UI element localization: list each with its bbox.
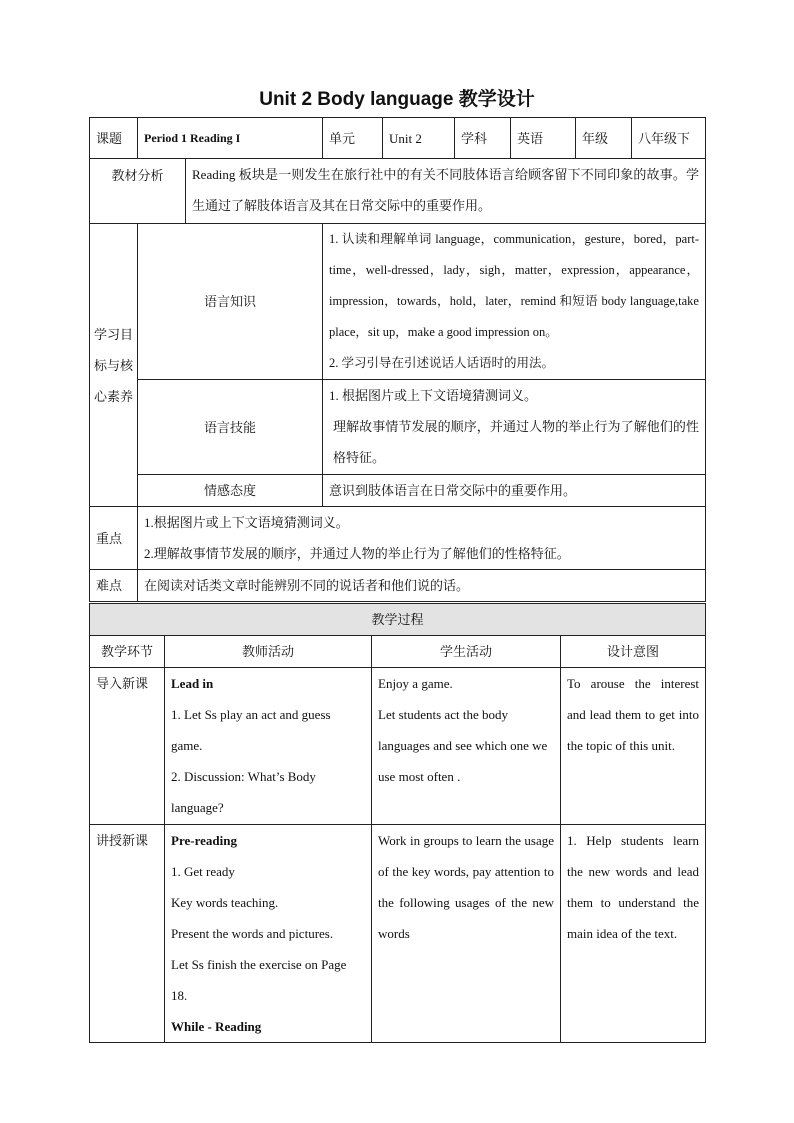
difficulty-label: 难点 — [90, 570, 138, 602]
knowledge-item-2: 2. 学习引导在引述说话人话语时的用法。 — [329, 356, 555, 370]
process-header: 教学过程 — [90, 604, 706, 636]
knowledge-item-1: 1. 认读和理解单词 language，communication，gesture，bored，part-time，well-dressed，lady，sigh，matter，expression，appearance，impression，towards，hold，later，remind 和短语 body language,take place，sit up，make a good impression on。 — [329, 232, 699, 339]
difficulty-row — [90, 570, 706, 602]
skills-content — [323, 380, 706, 475]
activity-step: 2. Discussion: What’s Body language? — [171, 769, 316, 815]
activity-step: 1. Let Ss play an act and guess game. — [171, 707, 331, 753]
teacher-activity-new-lesson — [165, 825, 372, 1043]
stage-new-lesson: 讲授新课 — [90, 825, 165, 1043]
process-columns-row — [90, 636, 706, 668]
key-points-label: 重点 — [90, 507, 138, 570]
col-student: 学生活动 — [372, 636, 561, 668]
skills-item-1: 1. 根据图片或上下文语境猜测词义。 — [329, 388, 538, 403]
student-activity-lead-in — [372, 668, 561, 825]
course-label: 课题 — [90, 118, 138, 159]
subject-value: 英语 — [511, 118, 576, 159]
difficulty-text: 在阅读对话类文章时能辨别不同的说话者和他们说的话。 — [138, 570, 706, 602]
subject-label: 学科 — [455, 118, 511, 159]
grade-label: 年级 — [576, 118, 632, 159]
course-value: Period 1 Reading I — [138, 118, 323, 159]
info-row — [90, 118, 706, 159]
attitude-label: 情感态度 — [138, 475, 323, 507]
key-point-2: 2.理解故事情节发展的顺序，并通过人物的举止行为了解他们的性格特征。 — [144, 546, 570, 561]
purpose-new-lesson: 1. Help students learn the new words and lead them to understand the main idea of the text. — [561, 825, 706, 1043]
col-teacher: 教师活动 — [165, 636, 372, 668]
analysis-label: 教材分析 — [90, 159, 186, 224]
activity-step: Let Ss finish the exercise on Page 18. — [171, 957, 347, 1003]
key-points-content — [138, 507, 706, 570]
knowledge-label: 语言知识 — [138, 224, 323, 380]
skills-label: 语言技能 — [138, 380, 323, 475]
teaching-process-table — [89, 603, 706, 1043]
process-row-lead-in — [90, 668, 706, 825]
activity-title: Pre-reading — [171, 833, 237, 848]
activity-title: While - Reading — [171, 1019, 262, 1034]
col-purpose: 设计意图 — [561, 636, 706, 668]
objectives-label: 学习目标与核心素养 — [90, 224, 138, 507]
activity-step: Key words teaching. — [171, 895, 279, 910]
objective-attitude-row — [90, 475, 706, 507]
objective-skills-row — [90, 380, 706, 475]
unit-label: 单元 — [323, 118, 383, 159]
purpose-lead-in: To arouse the interest and lead them to get into the topic of this unit. — [561, 668, 706, 825]
key-points-row — [90, 507, 706, 570]
stage-lead-in: 导入新课 — [90, 668, 165, 825]
objective-knowledge-row — [90, 224, 706, 380]
teacher-activity-lead-in — [165, 668, 372, 825]
student-activity-new-lesson: Work in groups to learn the usage of the key words, pay attention to the following usages of the new words — [372, 825, 561, 1043]
lesson-plan-table — [89, 117, 706, 602]
col-stage: 教学环节 — [90, 636, 165, 668]
key-point-1: 1.根据图片或上下文语境猜测词义。 — [144, 515, 349, 530]
grade-value: 八年级下 — [632, 118, 706, 159]
process-row-new-lesson — [90, 825, 706, 1043]
skills-item-2: 理解故事情节发展的顺序，并通过人物的举止行为了解他们的性格特征。 — [333, 419, 699, 465]
student-step: Enjoy a game. — [378, 676, 453, 691]
process-header-row — [90, 604, 706, 636]
student-step: Let students act the body languages and see which one we use most often . — [378, 707, 548, 784]
activity-title: Lead in — [171, 676, 214, 691]
analysis-text: Reading 板块是一则发生在旅行社中的有关不同肢体语言给顾客留下不同印象的故事。学生通过了解肢体语言及其在日常交际中的重要作用。 — [186, 159, 706, 224]
unit-value: Unit 2 — [383, 118, 455, 159]
activity-step: Present the words and pictures. — [171, 926, 334, 941]
knowledge-content — [323, 224, 706, 380]
analysis-row — [90, 159, 706, 224]
activity-step: 1. Get ready — [171, 864, 235, 879]
attitude-text: 意识到肢体语言在日常交际中的重要作用。 — [323, 475, 706, 507]
page-title: Unit 2 Body language 教学设计 — [259, 89, 535, 110]
